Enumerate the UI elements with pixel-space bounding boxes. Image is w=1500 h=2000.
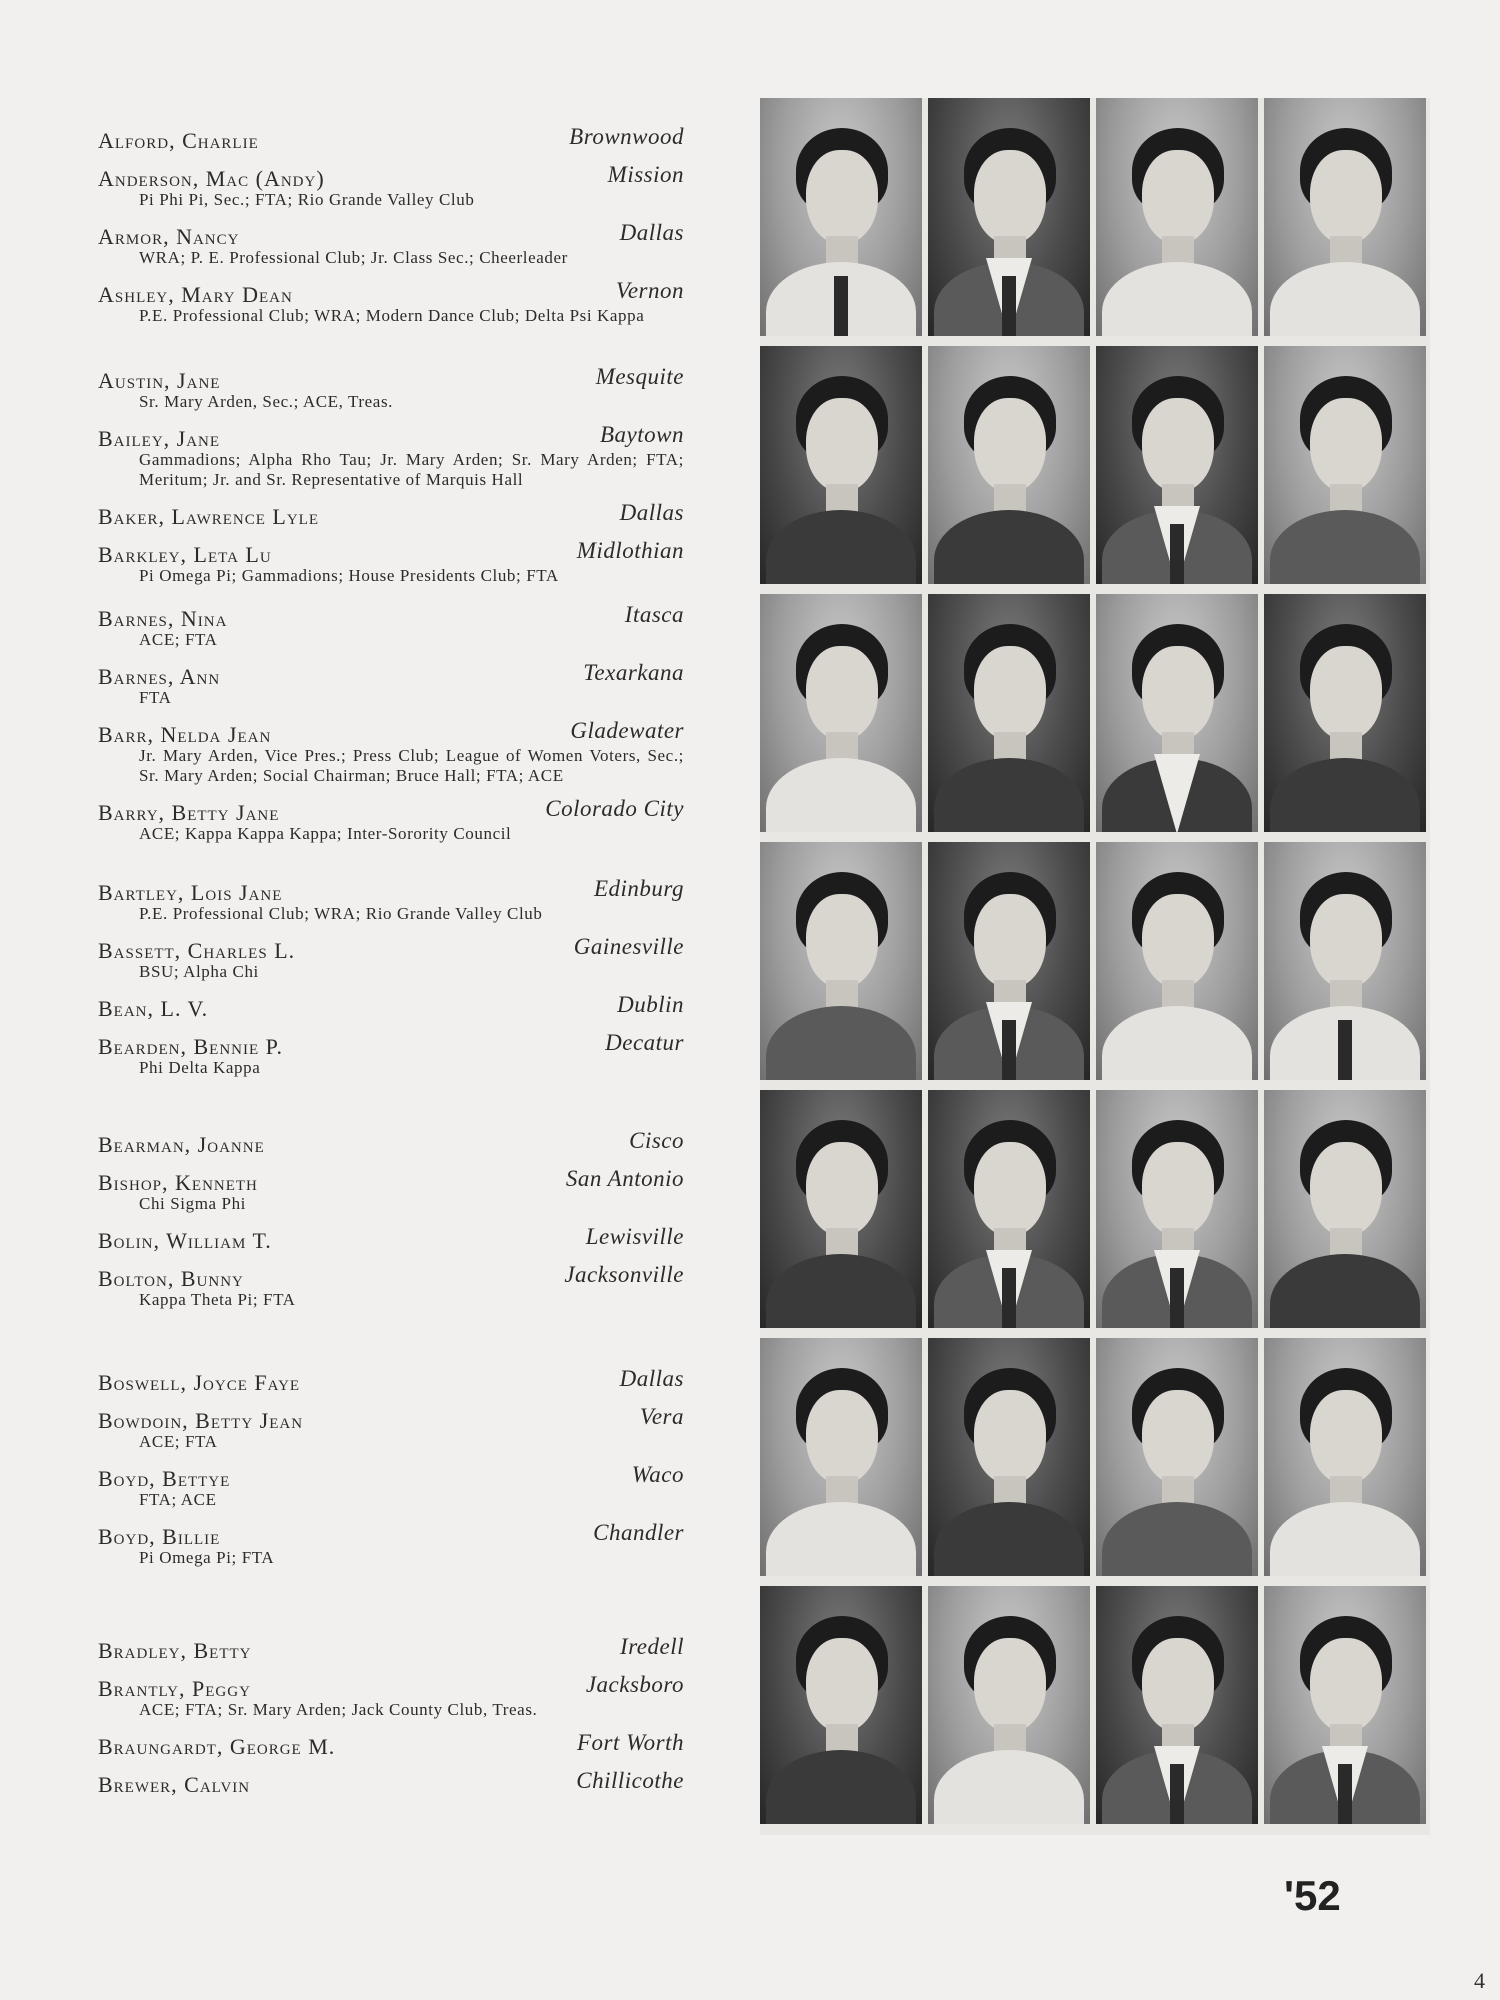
student-entry — [98, 1262, 684, 1310]
student-activities: FTA — [139, 688, 172, 707]
student-group-7 — [98, 1634, 684, 1806]
portrait-photo — [1096, 1586, 1258, 1824]
student-entry — [98, 1224, 684, 1252]
student-entry — [98, 1462, 684, 1510]
student-entry — [98, 1404, 684, 1452]
hometown: Iredell — [620, 1634, 684, 1659]
student-activities: Pi Omega Pi; Gammadions; House Presidents Club; FTA — [139, 566, 559, 585]
student-name: Barry, Betty Jane — [98, 800, 280, 825]
student-name: Anderson, Mac (Andy) — [98, 166, 325, 191]
student-entry — [98, 1672, 684, 1720]
student-activities: ACE; FTA — [139, 1432, 218, 1451]
hometown: Fort Worth — [576, 1730, 684, 1755]
hometown: Brownwood — [569, 124, 684, 149]
student-name: Braungardt, George M. — [98, 1734, 336, 1759]
hometown: Decatur — [605, 1030, 684, 1055]
portrait-photo — [1264, 594, 1426, 832]
student-group-5 — [98, 1128, 684, 1320]
portrait-photo — [1096, 1338, 1258, 1576]
student-name: Barr, Nelda Jean — [98, 722, 272, 747]
portrait-photo — [928, 1586, 1090, 1824]
hometown: Gladewater — [570, 718, 684, 743]
hometown: Jacksonville — [564, 1262, 684, 1287]
hometown: Dallas — [619, 220, 684, 245]
student-entry — [98, 1166, 684, 1214]
hometown: Mission — [607, 162, 684, 187]
student-entry — [98, 1030, 684, 1078]
student-activities: WRA; P. E. Professional Club; Jr. Class Sec.; Cheerleader — [139, 248, 568, 267]
student-name: Alford, Charlie — [98, 128, 259, 153]
student-name: Barnes, Nina — [98, 606, 228, 631]
portrait-photo — [1264, 842, 1426, 1080]
student-entry — [98, 538, 684, 586]
student-entry — [98, 220, 684, 268]
portrait-photo — [1096, 594, 1258, 832]
portrait-grid — [760, 98, 1430, 1835]
portrait-photo — [1096, 98, 1258, 336]
student-name: Bowdoin, Betty Jean — [98, 1408, 304, 1433]
hometown: Midlothian — [576, 538, 684, 563]
page-number: 4 — [1474, 1968, 1485, 1993]
hometown: Baytown — [600, 422, 684, 447]
student-entry — [98, 500, 684, 528]
portrait-photo — [928, 346, 1090, 584]
hometown: Texarkana — [583, 660, 684, 685]
student-activities: Jr. Mary Arden, Vice Pres.; Press Club; League of Women Voters, Sec.; Sr. Mary Arden; Social Chairman; Bruce Hall; FTA; ACE — [139, 746, 684, 785]
portrait-photo — [928, 594, 1090, 832]
yearbook-year: '52 — [1284, 1872, 1341, 1919]
student-name: Barkley, Leta Lu — [98, 542, 272, 567]
hometown: Itasca — [624, 602, 684, 627]
hometown: Colorado City — [545, 796, 684, 821]
student-activities: Gammadions; Alpha Rho Tau; Jr. Mary Arden; Sr. Mary Arden; FTA; Meritum; Jr. and Sr. Representative of Marquis Hall — [139, 450, 684, 489]
portrait-photo — [760, 594, 922, 832]
student-activities: ACE; FTA; Sr. Mary Arden; Jack County Club, Treas. — [139, 1700, 538, 1719]
hometown: Cisco — [629, 1128, 684, 1153]
student-activities: P.E. Professional Club; WRA; Modern Dance Club; Delta Psi Kappa — [139, 306, 645, 325]
hometown: Gainesville — [573, 934, 684, 959]
student-name: Bearden, Bennie P. — [98, 1034, 283, 1059]
student-activities: Kappa Theta Pi; FTA — [139, 1290, 296, 1309]
student-name: Bailey, Jane — [98, 426, 221, 451]
student-entry — [98, 124, 684, 152]
student-activities: Sr. Mary Arden, Sec.; ACE, Treas. — [139, 392, 394, 411]
student-group-4 — [98, 876, 684, 1088]
hometown: Jacksboro — [585, 1672, 684, 1697]
hometown: Dublin — [617, 992, 684, 1017]
student-activities: P.E. Professional Club; WRA; Rio Grande Valley Club — [139, 904, 543, 923]
hometown: Chandler — [593, 1520, 684, 1545]
student-name: Austin, Jane — [98, 368, 221, 393]
student-name: Baker, Lawrence Lyle — [98, 504, 319, 529]
portrait-photo — [928, 842, 1090, 1080]
student-entry — [98, 876, 684, 924]
portrait-photo — [760, 1586, 922, 1824]
student-entry — [98, 718, 684, 786]
student-entry — [98, 1730, 684, 1758]
hometown: Lewisville — [585, 1224, 684, 1249]
student-entry — [98, 934, 684, 982]
student-entry — [98, 1128, 684, 1156]
student-name: Bean, L. V. — [98, 996, 209, 1021]
student-entry — [98, 422, 684, 490]
student-activities: BSU; Alpha Chi — [139, 962, 259, 981]
portrait-photo — [1264, 1090, 1426, 1328]
hometown: Vera — [639, 1404, 684, 1429]
student-name: Bolton, Bunny — [98, 1266, 244, 1291]
student-name: Boyd, Bettye — [98, 1466, 231, 1491]
student-group-6 — [98, 1366, 684, 1578]
portrait-photo — [760, 1338, 922, 1576]
portrait-photo — [1264, 346, 1426, 584]
student-name: Bishop, Kenneth — [98, 1170, 258, 1195]
student-group-1 — [98, 124, 684, 336]
student-entry — [98, 796, 684, 844]
student-activities: Pi Omega Pi; FTA — [139, 1548, 275, 1567]
student-entry — [98, 1366, 684, 1394]
student-activities: FTA; ACE — [139, 1490, 217, 1509]
hometown: San Antonio — [565, 1166, 684, 1191]
hometown: Vernon — [615, 278, 684, 303]
student-entry — [98, 278, 684, 326]
student-activities: Phi Delta Kappa — [139, 1058, 261, 1077]
hometown: Mesquite — [595, 364, 684, 389]
student-entry — [98, 364, 684, 412]
student-group-3 — [98, 602, 684, 854]
portrait-photo — [1264, 1586, 1426, 1824]
portrait-photo — [1264, 98, 1426, 336]
student-activities: ACE; Kappa Kappa Kappa; Inter-Sorority Council — [139, 824, 512, 843]
student-entry — [98, 992, 684, 1020]
student-entry — [98, 1520, 684, 1568]
portrait-photo — [928, 1090, 1090, 1328]
student-entry — [98, 1634, 684, 1662]
student-name: Bolin, William T. — [98, 1228, 272, 1253]
portrait-photo — [1096, 346, 1258, 584]
portrait-photo — [760, 98, 922, 336]
hometown: Dallas — [619, 1366, 684, 1391]
student-name: Armor, Nancy — [98, 224, 240, 249]
student-entry — [98, 162, 684, 210]
hometown: Chillicothe — [576, 1768, 684, 1793]
portrait-photo — [928, 98, 1090, 336]
student-entry — [98, 602, 684, 650]
portrait-photo — [760, 1090, 922, 1328]
portrait-photo — [1096, 842, 1258, 1080]
student-entry — [98, 660, 684, 708]
student-name: Bartley, Lois Jane — [98, 880, 283, 905]
student-name: Brantly, Peggy — [98, 1676, 251, 1701]
student-name: Bearman, Joanne — [98, 1132, 265, 1157]
student-activities: ACE; FTA — [139, 630, 218, 649]
student-name: Bradley, Betty — [98, 1638, 252, 1663]
portrait-photo — [928, 1338, 1090, 1576]
hometown: Waco — [631, 1462, 684, 1487]
portrait-photo — [1096, 1090, 1258, 1328]
portrait-photo — [760, 842, 922, 1080]
portrait-photo — [760, 346, 922, 584]
hometown: Dallas — [619, 500, 684, 525]
student-entry — [98, 1768, 684, 1796]
student-activities: Pi Phi Pi, Sec.; FTA; Rio Grande Valley Club — [139, 190, 475, 209]
student-name: Boswell, Joyce Faye — [98, 1370, 301, 1395]
portrait-photo — [1264, 1338, 1426, 1576]
student-name: Boyd, Billie — [98, 1524, 221, 1549]
student-activities: Chi Sigma Phi — [139, 1194, 246, 1213]
hometown: Edinburg — [593, 876, 684, 901]
student-name: Barnes, Ann — [98, 664, 221, 689]
student-name: Bassett, Charles L. — [98, 938, 296, 963]
student-group-2 — [98, 364, 684, 596]
student-name: Brewer, Calvin — [98, 1772, 251, 1797]
student-name: Ashley, Mary Dean — [98, 282, 293, 307]
